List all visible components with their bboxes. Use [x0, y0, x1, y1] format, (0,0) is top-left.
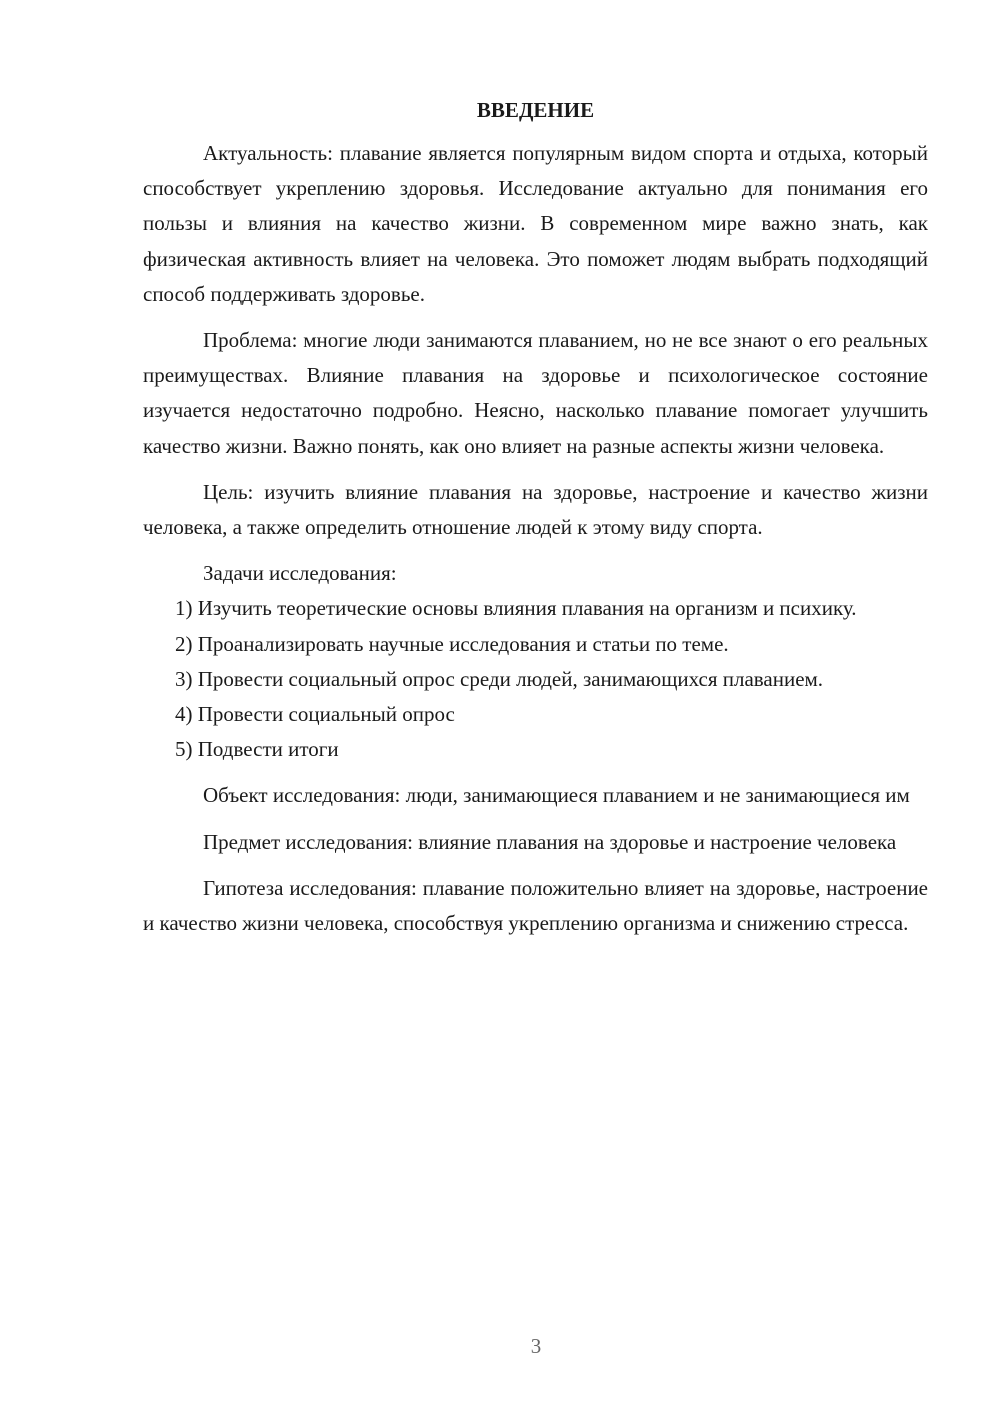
task-item-5: 5) Подвести итоги	[175, 737, 339, 762]
object-paragraph: Объект исследования: люди, занимающиеся плаванием и не занимающиеся им	[203, 783, 910, 808]
task-item-1: 1) Изучить теоретические основы влияния плавания на организм и психику.	[175, 596, 857, 621]
goal-paragraph: Цель: изучить влияние плавания на здоровье, настроение и качество жизни человека, а также определить отношение людей к этому виду спорта.	[143, 479, 928, 540]
task-item-3: 3) Провести социальный опрос среди людей, занимающихся плаванием.	[175, 666, 824, 691]
section-heading: ВВЕДЕНИЕ	[476, 98, 595, 122]
subject-paragraph: Предмет исследования: влияние плавания на здоровье и настроение человека	[203, 829, 897, 854]
task-item-2: 2) Проанализировать научные исследования и статьи по теме.	[175, 631, 729, 656]
document-page	[143, 93, 928, 941]
task-item-4: 4) Провести социальный опрос	[175, 702, 455, 727]
problem-paragraph: Проблема: многие люди занимаются плаванием, но не все знают о его реальных преимуществах. Влияние плавания на здоровье и психологическое состояние изучается недостаточно подробно. Неясно, насколько плавание помогает улучшить качество жизни. Важно понять, как оно влияет на разные аспекты жизни человека.	[143, 328, 928, 458]
hypothesis-paragraph: Гипотеза исследования: плавание положительно влияет на здоровье, настроение и качество жизни человека, способствуя укреплению организма и снижению стресса.	[143, 875, 928, 936]
relevance-paragraph: Актуальность: плавание является популярным видом спорта и отдыха, который способствует укреплению здоровья. Исследование актуально для понимания его пользы и влияния на качество жизни. В современном мире важно знать, как физическая активность влияет на человека. Это поможет людям выбрать подходящий способ поддерживать здоровье.	[143, 141, 928, 306]
tasks-heading: Задачи исследования:	[203, 561, 397, 586]
page-number: 3	[530, 1334, 542, 1358]
